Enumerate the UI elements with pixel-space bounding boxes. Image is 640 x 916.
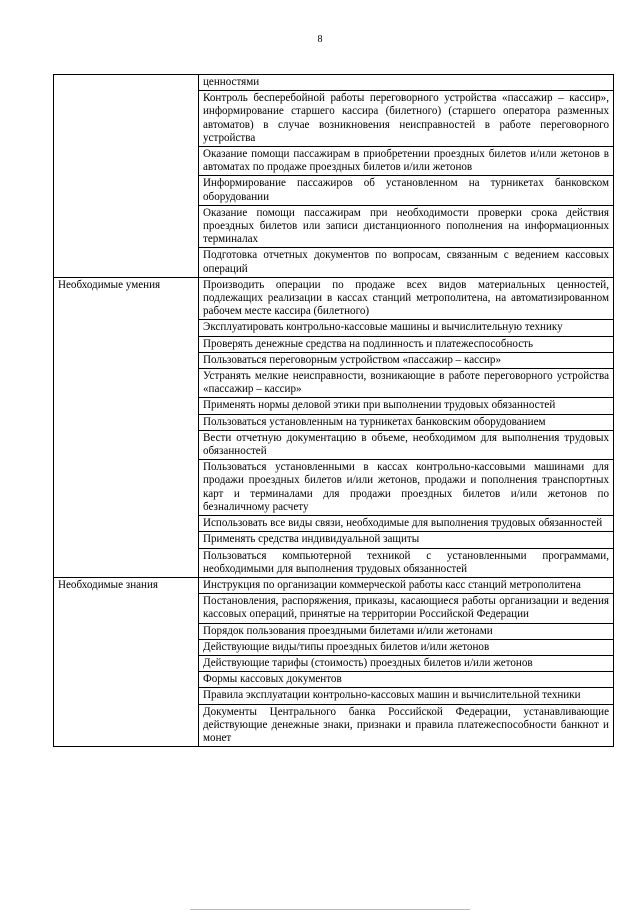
section-label-cell: Необходимые умения bbox=[54, 277, 199, 577]
item-text-cell: Документы Центрального банка Российской Федерации, устанавливающие действующие денежные знаки, признаки и правила платежеспособности банкнот и монет bbox=[199, 704, 614, 747]
item-text-cell: Устранять мелкие неисправности, возникающие в работе переговорного устройства «пассажир – кассир» bbox=[199, 369, 614, 398]
item-text-cell: Формы кассовых документов bbox=[199, 672, 614, 688]
item-text-cell: Действующие виды/типы проездных билетов и/или жетонов bbox=[199, 639, 614, 655]
item-text-cell: Пользоваться установленным на турникетах банковским оборудованием bbox=[199, 414, 614, 430]
item-text-cell: Подготовка отчетных документов по вопросам, связанным с ведением кассовых операций bbox=[199, 248, 614, 277]
item-text-cell: ценностями bbox=[199, 75, 614, 91]
knowledge-row bbox=[54, 577, 614, 593]
item-text-cell: Пользоваться переговорным устройством «пассажир – кассир» bbox=[199, 352, 614, 368]
skill-row bbox=[54, 277, 614, 320]
section-label-cell bbox=[54, 75, 199, 278]
item-text-cell: Порядок пользования проездными билетами и/или жетонами bbox=[199, 623, 614, 639]
item-text-cell: Информирование пассажиров об установленном на турникетах банковском оборудовании bbox=[199, 176, 614, 205]
item-text-cell: Эксплуатировать контрольно-кассовые машины и вычислительную технику bbox=[199, 320, 614, 336]
item-text-cell: Оказание помощи пассажирам в приобретении проездных билетов и/или жетонов в автоматах по продаже проездных билетов и/или жетонов bbox=[199, 147, 614, 176]
page-number: 8 bbox=[317, 34, 323, 45]
item-text-cell: Применять нормы деловой этики при выполнении трудовых обязанностей bbox=[199, 398, 614, 414]
item-text-cell: Пользоваться компьютерной техникой с установленными программами, необходимыми для выполнения трудовых обязанностей bbox=[199, 548, 614, 577]
section-label-cell: Необходимые знания bbox=[54, 577, 199, 746]
item-text-cell: Проверять денежные средства на подлинность и платежеспособность bbox=[199, 336, 614, 352]
item-text-cell: Пользоваться установленными в кассах контрольно-кассовыми машинами для продажи проездных билетов и/или жетонов, продажи и пополнения транспортных карт и терминалами для продажи проездных билетов и/или жетонов по безналичному расчету bbox=[199, 460, 614, 516]
item-text-cell: Использовать все виды связи, необходимые для выполнения трудовых обязанностей bbox=[199, 516, 614, 532]
item-text-cell: Контроль бесперебойной работы переговорного устройства «пассажир – кассир», информирование старшего кассира (билетного) (старшего оператора разменных автоматов) в случае возникновения неисправностей в работе переговорного устройства bbox=[199, 91, 614, 147]
item-text-cell: Правила эксплуатации контрольно-кассовых машин и вычислительной техники bbox=[199, 688, 614, 704]
table-body bbox=[54, 75, 614, 747]
continued-row bbox=[54, 75, 614, 91]
item-text-cell: Постановления, распоряжения, приказы, касающиеся работы организации и ведения кассовых операций, принятые на территории Российской Федерации bbox=[199, 594, 614, 623]
item-text-cell: Оказание помощи пассажирам при необходимости проверки срока действия проездных билетов или записи дистанционного пополнения на информационных терминалах bbox=[199, 205, 614, 248]
labor-functions-table bbox=[53, 74, 614, 747]
scan-edge-line bbox=[190, 909, 470, 910]
item-text-cell: Применять средства индивидуальной защиты bbox=[199, 532, 614, 548]
item-text-cell: Вести отчетную документацию в объеме, необходимом для выполнения трудовых обязанностей bbox=[199, 430, 614, 459]
item-text-cell: Инструкция по организации коммерческой работы касс станций метрополитена bbox=[199, 577, 614, 593]
item-text-cell: Производить операции по продаже всех видов материальных ценностей, подлежащих реализации в кассах станций метрополитена, на автоматизированном рабочем месте кассира (билетного) bbox=[199, 277, 614, 320]
item-text-cell: Действующие тарифы (стоимость) проездных билетов и/или жетонов bbox=[199, 655, 614, 671]
